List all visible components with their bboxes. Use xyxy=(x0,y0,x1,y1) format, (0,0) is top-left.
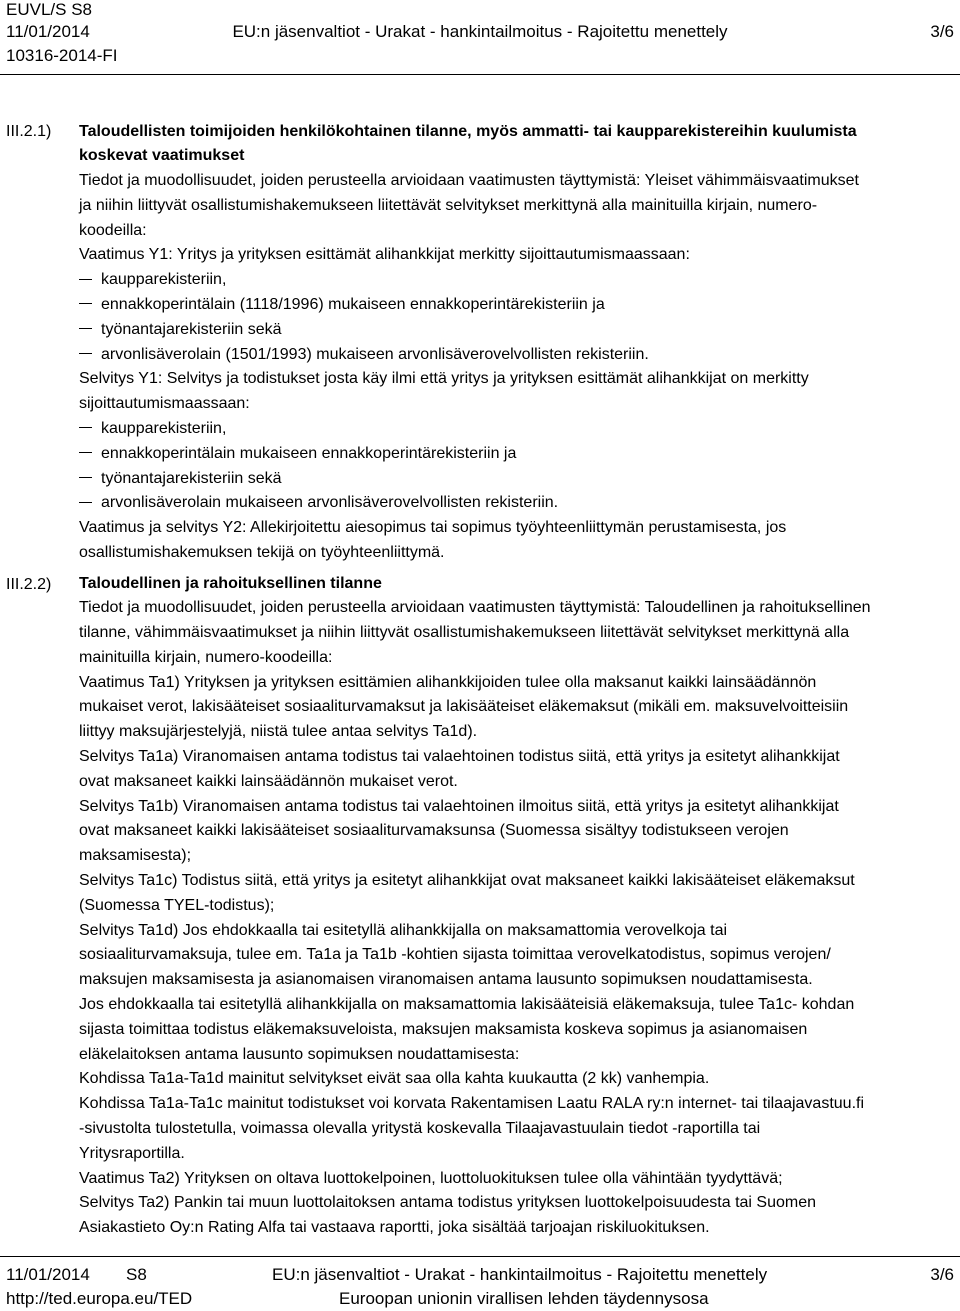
body-text-line xyxy=(79,1067,957,1092)
section-heading-line xyxy=(79,120,957,145)
body-text-line xyxy=(79,844,957,869)
line-text: Tiedot ja muodollisuudet, joiden perusteella arvioidaan vaatimusten täyttymistä: Taloudellinen ja rahoituksellinen xyxy=(79,599,871,617)
line-text: arvonlisäverolain mukaiseen arvonlisäverovelvollisten rekisteriin. xyxy=(101,494,559,512)
line-text: Yritysraportilla. xyxy=(79,1144,185,1162)
body-text-line xyxy=(79,1142,957,1167)
em-dash-bullet xyxy=(79,279,92,280)
dash-list-item xyxy=(79,442,957,467)
line-text: mukaiset verot, lakisääteiset sosiaaliturvamaksut ja lakisääteiset eläkemaksut (mikäli em. maksuvelvoitteisiin xyxy=(79,698,849,716)
em-dash-bullet xyxy=(79,502,92,503)
body-text-line xyxy=(79,1167,957,1192)
section-number-iii-2-1: III.2.1) xyxy=(6,123,52,140)
line-text: liittyy maksujärjestelyjä, niistä tulee antaa selvitys Ta1d). xyxy=(79,723,478,741)
body-text-line xyxy=(79,1117,957,1142)
dash-list-item xyxy=(79,318,957,343)
body-text-line xyxy=(79,516,957,541)
line-text: Kohdissa Ta1a-Ta1d mainitut selvitykset eivät saa olla kahta kuukautta (2 kk) vanhempia. xyxy=(79,1070,710,1088)
line-text: ennakkoperintälain mukaiseen ennakkoperintärekisteriin ja xyxy=(101,444,517,462)
body-text-line xyxy=(79,695,957,720)
body-text-line xyxy=(79,819,957,844)
body-text-line xyxy=(79,993,957,1018)
body-text-line xyxy=(79,770,957,795)
body-text-line xyxy=(79,795,957,820)
footer-series: S8 xyxy=(126,1265,147,1284)
line-text: kaupparekisteriin, xyxy=(101,271,227,289)
dash-list-item xyxy=(79,268,957,293)
body-text-line xyxy=(79,1191,957,1216)
body-text-line xyxy=(79,671,957,696)
section-heading-line xyxy=(79,572,957,597)
line-text: Asiakastieto Oy:n Rating Alfa tai vastaava raportti, joka sisältää tarjoajan riskiluokituksen. xyxy=(79,1219,710,1237)
line-text: Selvitys Ta1d) Jos ehdokkaalla tai esitetyllä alihankkijalla on maksamattomia verovelkoja tai xyxy=(79,921,728,939)
footer-divider xyxy=(0,1256,960,1257)
section-iii-2-2-body xyxy=(79,572,957,1242)
header-page-number: 3/6 xyxy=(930,22,954,41)
line-text: Jos ehdokkaalla tai esitetyllä alihankkijalla on maksamattomia lakisääteisiä eläkemaksuja, tulee Ta1c- kohdan xyxy=(79,996,855,1014)
line-text: maksamisesta); xyxy=(79,847,192,865)
footer-url: http://ted.europa.eu/TED xyxy=(6,1289,193,1308)
body-text-line xyxy=(79,541,957,566)
line-text: Selvitys Ta1a) Viranomaisen antama todistus tai valaehtoinen todistus siitä, että yritys ja esitetyt alihankkijat xyxy=(79,748,840,766)
body-text-line xyxy=(79,869,957,894)
body-text-line xyxy=(79,621,957,646)
line-text: Vaatimus Ta2) Yrityksen on oltava luottokelpoinen, luottoluokituksen tulee olla vähintään tyydyttävä; xyxy=(79,1169,783,1187)
line-text: Selvitys Ta1b) Viranomaisen antama todistus tai valaehtoinen ilmoitus siitä, että yritys ja esitetyt alihankkijat xyxy=(79,797,839,815)
em-dash-bullet xyxy=(79,353,92,354)
footer-publication: Euroopan unionin virallisen lehden täydennysosa xyxy=(339,1289,709,1308)
section-iii-2-1-body xyxy=(79,120,957,566)
body-text-line xyxy=(79,367,957,392)
header-document-id: 10316-2014-FI xyxy=(6,46,118,65)
header-title: EU:n jäsenvaltiot - Urakat - hankintailmoitus - Rajoitettu menettely xyxy=(232,22,728,41)
line-text: koodeilla: xyxy=(79,221,147,239)
line-text: Tiedot ja muodollisuudet, joiden perusteella arvioidaan vaatimusten täyttymistä: Yleiset vähimmäisvaatimukset xyxy=(79,172,859,190)
line-text: Vaatimus ja selvitys Y2: Allekirjoitettu aiesopimus tai sopimus työyhteenliittymän perustamisesta, jos xyxy=(79,519,787,537)
line-text: ovat maksaneet kaikki lainsäädännön mukaiset verot. xyxy=(79,772,458,790)
em-dash-bullet xyxy=(79,452,92,453)
line-text: koskevat vaatimukset xyxy=(79,147,245,165)
line-text: ovat maksaneet kaikki lakisääteiset sosiaaliturvamaksunsa (Suomessa sisältyy todistukseen verojen xyxy=(79,822,789,840)
body-text-line xyxy=(79,219,957,244)
body-text-line xyxy=(79,1043,957,1068)
body-text-line xyxy=(79,194,957,219)
footer-title: EU:n jäsenvaltiot - Urakat - hankintailmoitus - Rajoitettu menettely xyxy=(272,1265,768,1284)
header-divider xyxy=(0,74,960,75)
line-text: (Suomessa TYEL-todistus); xyxy=(79,896,275,914)
line-text: Taloudellinen ja rahoituksellinen tilanne xyxy=(79,574,382,592)
line-text: ja niihin liittyvät osallistumishakemukseen liitettävät selvitykset merkittynä alla mainituilla kirjain, numero- xyxy=(79,196,818,214)
dash-list-item xyxy=(79,467,957,492)
header-series: EUVL/S S8 xyxy=(6,0,92,19)
body-text-line xyxy=(79,392,957,417)
body-text-line xyxy=(79,243,957,268)
line-text: työnantajarekisteriin sekä xyxy=(101,320,282,338)
body-text-line xyxy=(79,720,957,745)
em-dash-bullet xyxy=(79,303,92,304)
line-text: Taloudellisten toimijoiden henkilökohtainen tilanne, myös ammatti- tai kaupparekistereihin kuulumista xyxy=(79,122,857,140)
line-text: työnantajarekisteriin sekä xyxy=(101,469,282,487)
line-text: mainituilla kirjain, numero-koodeilla: xyxy=(79,648,333,666)
line-text: eläkelaitoksen antama lausunto sopimuksen noudattamisesta: xyxy=(79,1045,520,1063)
footer-page-number: 3/6 xyxy=(930,1265,954,1284)
dash-list-item xyxy=(79,293,957,318)
body-text-line xyxy=(79,968,957,993)
line-text: ennakkoperintälain (1118/1996) mukaiseen ennakkoperintärekisteriin ja xyxy=(101,296,605,314)
body-text-line xyxy=(79,943,957,968)
line-text: -sivustolta tulostetulla, voimassa olevalla yritystä koskevalla Tilaajavastuulain tiedot -raportilla tai xyxy=(79,1120,761,1138)
footer-date: 11/01/2014 xyxy=(6,1265,90,1284)
body-text-line xyxy=(79,596,957,621)
body-text-line xyxy=(79,919,957,944)
line-text: Selvitys Y1: Selvitys ja todistukset josta käy ilmi että yritys ja yrityksen esittämät alihankkijat on merkitty xyxy=(79,370,809,388)
section-heading-line xyxy=(79,144,957,169)
dash-list-item xyxy=(79,417,957,442)
line-text: kaupparekisteriin, xyxy=(101,420,227,438)
line-text: maksujen maksamisesta ja asianomaisen viranomaisen antama lausunto sopimuksen noudattamisesta. xyxy=(79,971,813,989)
line-text: sijoittautumismaassaan: xyxy=(79,395,250,413)
line-text: tilanne, vähimmäisvaatimukset ja niihin liittyvät osallistumishakemukseen liitettävät selvitykset merkittynä alla xyxy=(79,624,850,642)
body-text-line xyxy=(79,1092,957,1117)
em-dash-bullet xyxy=(79,328,92,329)
body-text-line xyxy=(79,1216,957,1241)
line-text: sosiaaliturvamaksuja, tulee em. Ta1a ja Ta1b -kohtien sijasta toimittaa verovelkatodistus, sopimus verojen/ xyxy=(79,946,831,964)
line-text: sijasta toimittaa todistus eläkemaksuveloista, maksujen maksamista koskeva sopimus ja asianomaisen xyxy=(79,1020,808,1038)
line-text: Kohdissa Ta1a-Ta1c mainitut todistukset voi korvata Rakentamisen Laatu RALA ry:n internet- tai tilaajavastuu.fi xyxy=(79,1095,865,1113)
line-text: Vaatimus Y1: Yritys ja yrityksen esittämät alihankkijat merkitty sijoittautumismaassaan: xyxy=(79,246,690,264)
body-text-line xyxy=(79,894,957,919)
line-text: Selvitys Ta2) Pankin tai muun luottolaitoksen antama todistus yrityksen luottokelpoisuudesta tai Suomen xyxy=(79,1194,816,1212)
em-dash-bullet xyxy=(79,477,92,478)
body-text-line xyxy=(79,745,957,770)
body-text-line xyxy=(79,646,957,671)
section-number-iii-2-2: III.2.2) xyxy=(6,576,52,593)
line-text: osallistumishakemuksen tekijä on työyhteenliittymä. xyxy=(79,544,445,562)
dash-list-item xyxy=(79,343,957,368)
line-text: Selvitys Ta1c) Todistus siitä, että yritys ja esitetyt alihankkijat ovat maksaneet kaikki lakisääteiset eläkemaksut xyxy=(79,872,855,890)
header-date: 11/01/2014 xyxy=(6,22,90,41)
line-text: arvonlisäverolain (1501/1993) mukaiseen arvonlisäverovelvollisten rekisteriin. xyxy=(101,345,649,363)
body-text-line xyxy=(79,1018,957,1043)
em-dash-bullet xyxy=(79,427,92,428)
body-text-line xyxy=(79,169,957,194)
line-text: Vaatimus Ta1) Yrityksen ja yrityksen esittämien alihankkijoiden tulee olla maksanut kaikki lainsäädännön xyxy=(79,673,817,691)
dash-list-item xyxy=(79,491,957,516)
